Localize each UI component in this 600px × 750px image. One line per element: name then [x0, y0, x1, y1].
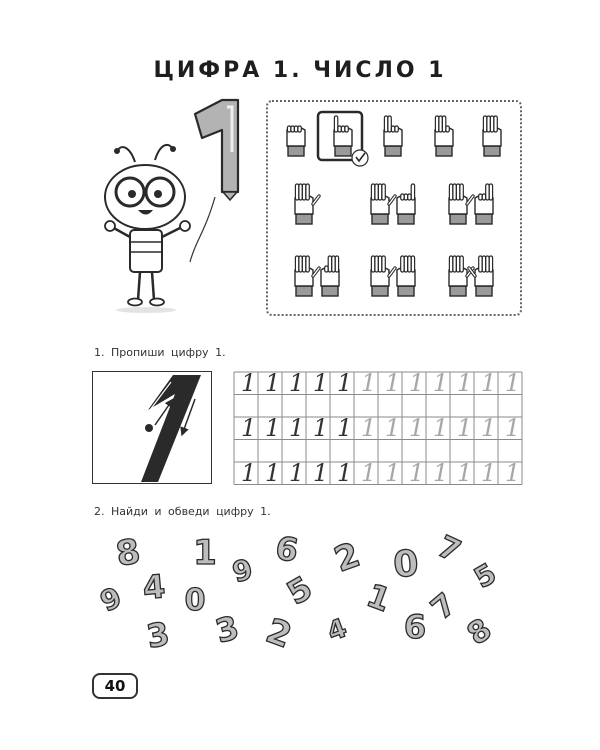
trace-digit: 1 — [481, 414, 497, 442]
trace-digit: 1 — [313, 371, 329, 397]
scattered-digit[interactable]: 7 — [432, 529, 466, 570]
trace-digit: 1 — [457, 414, 473, 442]
scattered-digit[interactable]: 5 — [468, 556, 502, 595]
trace-digit: 1 — [313, 459, 329, 485]
task-1-number: 1. — [94, 346, 105, 359]
trace-digit: 1 — [457, 459, 473, 485]
trace-digit: 1 — [289, 371, 305, 397]
trace-digit: 1 — [409, 459, 425, 485]
scattered-digit[interactable]: 4 — [141, 567, 167, 607]
scattered-digit[interactable]: 2 — [260, 610, 297, 657]
trace-digit: 1 — [481, 459, 497, 485]
scattered-digit[interactable]: 0 — [184, 583, 206, 618]
task-1-text: Пропиши цифру 1. — [111, 346, 226, 359]
scattered-digit[interactable]: 3 — [211, 608, 243, 651]
trace-digit: 1 — [433, 371, 449, 397]
scattered-digit[interactable]: 7 — [424, 586, 464, 627]
trace-digit: 1 — [265, 371, 281, 397]
hands-nine-icon — [371, 256, 415, 296]
scattered-digit[interactable]: 9 — [95, 580, 127, 619]
trace-digit: 1 — [385, 414, 401, 442]
bug-with-balloon-illustration — [90, 92, 265, 317]
trace-digit: 1 — [361, 414, 377, 442]
digit-writing-grid[interactable] — [233, 371, 525, 485]
trace-digit: 1 — [457, 371, 473, 397]
trace-digit: 1 — [337, 459, 353, 485]
scattered-digit[interactable]: 8 — [460, 611, 499, 653]
scattered-digit[interactable]: 6 — [272, 528, 302, 570]
scattered-digit[interactable]: 9 — [228, 552, 257, 590]
trace-digit: 1 — [265, 459, 281, 485]
task-2 — [94, 505, 271, 518]
trace-digit: 1 — [409, 414, 425, 442]
trace-digit: 1 — [241, 414, 257, 442]
trace-digit: 1 — [241, 459, 257, 485]
scattered-digit[interactable]: 0 — [391, 543, 421, 587]
trace-digit: 1 — [361, 371, 377, 397]
scattered-digit[interactable]: 6 — [403, 608, 427, 646]
trace-digit: 1 — [265, 414, 281, 442]
page-number: 40 — [92, 673, 138, 699]
hand-fist-icon — [287, 126, 305, 156]
task-2-text: Найди и обведи цифру 1. — [111, 505, 271, 518]
trace-digit: 1 — [385, 459, 401, 485]
scattered-digit[interactable]: 4 — [323, 613, 351, 648]
balloon-digit-one — [195, 100, 238, 200]
trace-digit: 1 — [481, 371, 497, 397]
scattered-digit[interactable]: 2 — [329, 534, 366, 581]
trace-digit: 1 — [241, 371, 257, 397]
trace-digit: 1 — [337, 414, 353, 442]
trace-digit: 1 — [385, 371, 401, 397]
trace-digit: 1 — [409, 371, 425, 397]
trace-digit: 1 — [505, 371, 521, 397]
scattered-digit[interactable]: 1 — [193, 533, 217, 573]
hands-seven-icon — [449, 184, 493, 224]
hands-ten-icon — [449, 256, 493, 296]
trace-digit: 1 — [289, 459, 305, 485]
trace-digit: 1 — [505, 414, 521, 442]
trace-digit: 1 — [505, 459, 521, 485]
hand-five-fingers-icon — [295, 184, 319, 224]
hands-eight-icon — [295, 256, 339, 296]
trace-digit: 1 — [361, 459, 377, 485]
trace-digit: 1 — [433, 414, 449, 442]
digit-writing-example-box — [92, 371, 212, 484]
scattered-digits-field — [95, 528, 515, 668]
task-1 — [94, 346, 226, 359]
hand-four-fingers-icon — [483, 116, 501, 156]
trace-digit: 1 — [433, 459, 449, 485]
task-2-number: 2. — [94, 505, 105, 518]
finger-counting-panel — [266, 100, 522, 316]
trace-digit: 1 — [289, 414, 305, 442]
hands-six-icon — [371, 184, 415, 224]
hand-one-finger-icon — [334, 116, 352, 156]
trace-digit: 1 — [313, 414, 329, 442]
scattered-digit[interactable]: 5 — [280, 568, 319, 613]
hand-three-fingers-icon — [435, 116, 453, 156]
scattered-digit[interactable]: 1 — [361, 576, 396, 620]
scattered-digit[interactable]: 8 — [112, 531, 144, 575]
page-title: ЦИФРА 1. ЧИСЛО 1 — [153, 58, 447, 83]
trace-digit: 1 — [337, 371, 353, 397]
hand-two-fingers-icon — [384, 116, 402, 156]
scattered-digit[interactable]: 3 — [143, 614, 173, 656]
hands-grid — [268, 102, 520, 314]
